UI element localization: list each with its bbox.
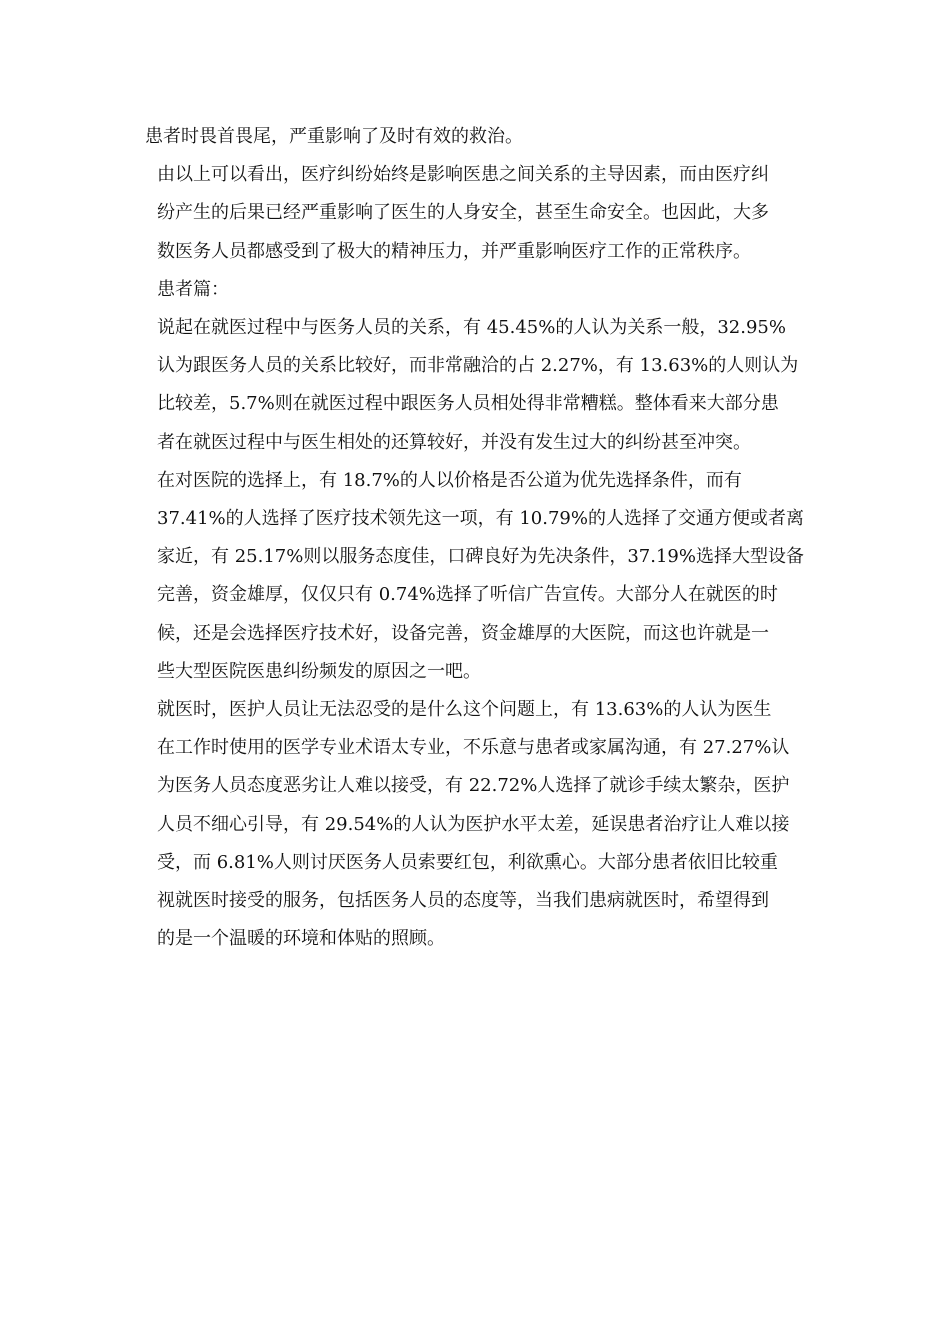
- section-heading-patients: [145, 271, 807, 309]
- paragraph-continuation: [145, 118, 807, 156]
- text-line: 患者篇：: [157, 278, 229, 300]
- text-line: 家近，有 25.17%则以服务态度佳，口碑良好为先决条件，37.19%选择大型设备: [157, 546, 804, 568]
- text-line: 比较差，5.7%则在就医过程中跟医务人员相处得非常糟糕。整体看来大部分患: [157, 393, 779, 415]
- text-line: 的是一个温暖的环境和体贴的照顾。: [157, 928, 445, 950]
- text-line: 在对医院的选择上，有 18.7%的人以价格是否公道为优先选择条件，而有: [157, 469, 742, 491]
- text-line: 纷产生的后果已经严重影响了医生的人身安全，甚至生命安全。也因此，大多: [157, 202, 769, 224]
- text-line: 37.41%的人选择了医疗技术领先这一项，有 10.79%的人选择了交通方便或者离: [157, 508, 804, 530]
- text-line: 受，而 6.81%人则讨厌医务人员索要红包，利欲熏心。大部分患者依旧比较重: [157, 851, 778, 873]
- text-line: 在工作时使用的医学专业术语太专业，不乐意与患者或家属沟通，有 27.27%认: [157, 737, 790, 759]
- text-line: 说起在就医过程中与医务人员的关系，有 45.45%的人认为关系一般，32.95%: [157, 317, 786, 339]
- text-line: 为医务人员态度恶劣让人难以接受，有 22.72%人选择了就诊手续太繁杂，医护: [157, 775, 790, 797]
- paragraph-unbearable-issues: [145, 691, 807, 958]
- text-line: 些大型医院医患纠纷频发的原因之一吧。: [157, 660, 481, 682]
- document-body: [145, 118, 807, 958]
- text-line: 视就医时接受的服务，包括医务人员的态度等，当我们患病就医时，希望得到: [157, 890, 769, 912]
- text-line: 认为跟医务人员的关系比较好，而非常融洽的占 2.27%，有 13.63%的人则认为: [157, 355, 799, 377]
- text-line: 数医务人员都感受到了极大的精神压力，并严重影响医疗工作的正常秩序。: [157, 240, 751, 262]
- text-line: 者在就医过程中与医生相处的还算较好，并没有发生过大的纠纷甚至冲突。: [157, 431, 751, 453]
- paragraph-summary: [145, 156, 807, 271]
- text-line: 候，还是会选择医疗技术好，设备完善，资金雄厚的大医院，而这也许就是一: [157, 622, 769, 644]
- text-line: 完善，资金雄厚，仅仅只有 0.74%选择了听信广告宣传。大部分人在就医的时: [157, 584, 778, 606]
- paragraph-relationship: [145, 309, 807, 462]
- text-line: 患者时畏首畏尾，严重影响了及时有效的救治。: [145, 126, 523, 147]
- text-line: 就医时，医护人员让无法忍受的是什么这个问题上，有 13.63%的人认为医生: [157, 699, 772, 721]
- text-line: 人员不细心引导，有 29.54%的人认为医护水平太差，延误患者治疗让人难以接: [157, 813, 790, 835]
- text-line: 由以上可以看出，医疗纠纷始终是影响医患之间关系的主导因素，而由医疗纠: [157, 164, 769, 186]
- paragraph-hospital-choice: [145, 462, 807, 691]
